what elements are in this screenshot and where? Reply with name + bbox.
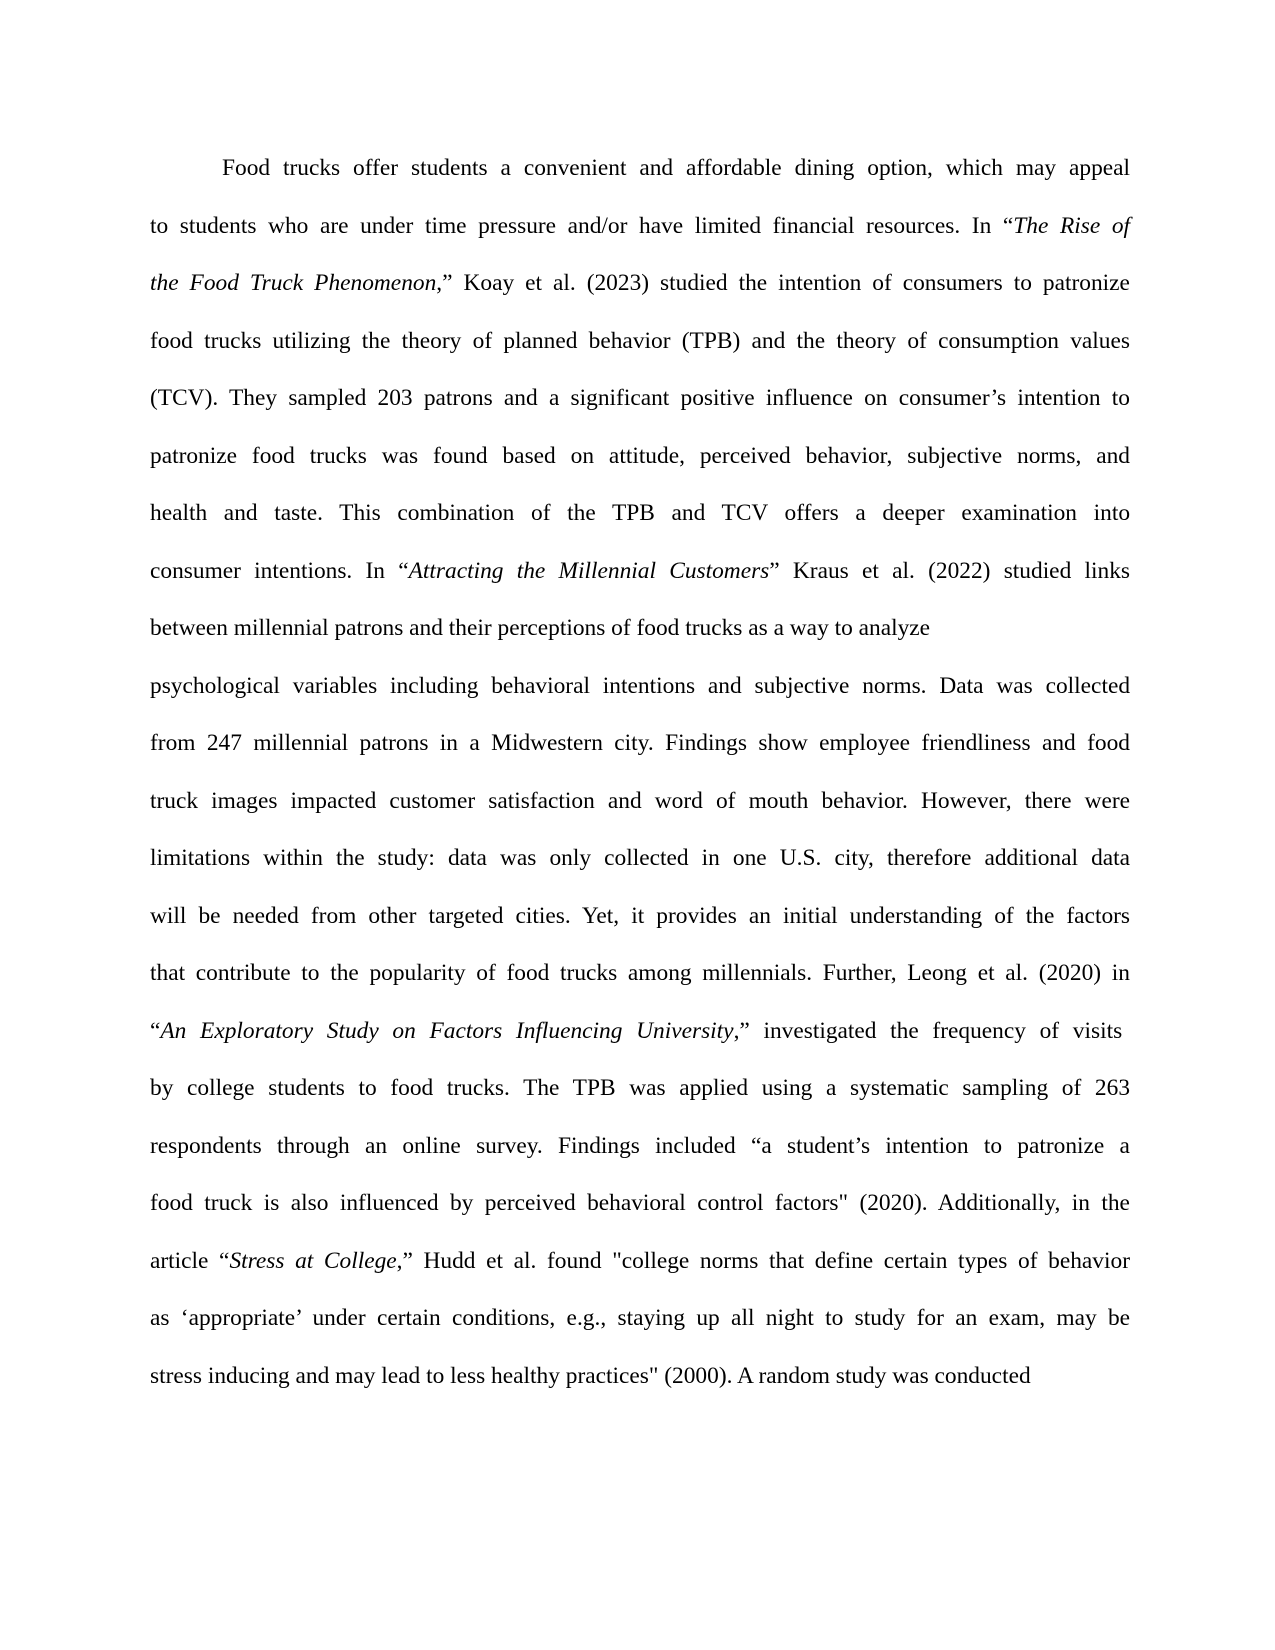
text-segment: stress inducing and may lead to less healthy practices" (2000). A random study was conducted	[150, 1362, 1031, 1389]
text-segment: food trucks utilizing the theory of planned behavior (TPB) and the theory of consumption values	[150, 327, 1130, 354]
text-line	[150, 773, 1130, 831]
text-line	[150, 1118, 1130, 1176]
text-segment: article “	[150, 1247, 230, 1274]
text-line	[150, 428, 1130, 486]
italic-title-text: The Rise of	[1013, 212, 1131, 239]
text-segment: Food trucks offer students a convenient and affordable dining option, which may appeal	[222, 155, 1131, 181]
text-line	[150, 198, 1130, 256]
text-segment: will be needed from other targeted cities. Yet, it provides an initial understanding of the factors	[150, 902, 1131, 929]
text-segment: ” Kraus et al. (2022) studied links	[769, 557, 1130, 584]
text-segment: ,” Hudd et al. found "college norms that define certain types of behavior	[396, 1247, 1130, 1274]
text-segment: between millennial patrons and their perceptions of food trucks as a way to analyze	[150, 615, 931, 641]
text-segment: (TCV). They sampled 203 patrons and a significant positive influence on consumer’s intention to	[150, 385, 1130, 411]
text-segment: that contribute to the popularity of food trucks among millennials. Further, Leong et al. (2020) in	[150, 960, 1130, 986]
text-segment: “	[150, 1017, 161, 1044]
text-segment: patronize food trucks was found based on attitude, perceived behavior, subjective norms, and	[150, 442, 1130, 469]
text-line	[150, 1060, 1130, 1118]
italic-title-text: An Exploratory Study on Factors Influencing University	[160, 1017, 734, 1044]
italic-title-text: Stress at College	[229, 1247, 397, 1274]
text-line	[150, 945, 1130, 1003]
text-line	[150, 658, 1130, 716]
text-line	[150, 255, 1130, 313]
text-line	[150, 1175, 1130, 1233]
text-line	[150, 600, 1130, 658]
text-line	[150, 1233, 1130, 1291]
text-segment: to students who are under time pressure and/or have limited financial resources. In “	[150, 212, 1014, 239]
text-line	[150, 485, 1130, 543]
text-line	[150, 1290, 1130, 1348]
italic-title-text: Attracting the Millennial Customers	[408, 557, 770, 584]
text-segment: ,” investigated the frequency of visits	[733, 1017, 1123, 1044]
text-line	[150, 715, 1130, 773]
text-line	[150, 1348, 1130, 1406]
text-line	[150, 140, 1130, 198]
italic-title-text: the Food Truck Phenomenon	[150, 270, 437, 296]
text-line	[150, 543, 1130, 601]
text-line	[150, 370, 1130, 428]
text-line	[150, 888, 1130, 946]
text-line	[150, 830, 1130, 888]
text-segment: from 247 millennial patrons in a Midwestern city. Findings show employee friendliness and food	[150, 730, 1130, 756]
text-segment: food truck is also influenced by perceived behavioral control factors" (2020). Additionally, in the	[150, 1190, 1130, 1216]
text-line	[150, 1003, 1130, 1061]
text-segment: as ‘appropriate’ under certain conditions, e.g., staying up all night to study for an exam, may be	[150, 1305, 1131, 1331]
text-segment: limitations within the study: data was only collected in one U.S. city, therefore additional data	[150, 845, 1131, 871]
text-segment: respondents through an online survey. Findings included “a student’s intention to patronize a	[150, 1132, 1130, 1159]
body-paragraph	[150, 140, 1130, 1405]
text-segment: psychological variables including behavioral intentions and subjective norms. Data was collected	[150, 672, 1131, 699]
text-segment: health and taste. This combination of the TPB and TCV offers a deeper examination into	[150, 500, 1131, 526]
text-line	[150, 313, 1130, 371]
text-segment: truck images impacted customer satisfaction and word of mouth behavior. However, there were	[150, 787, 1131, 814]
text-segment: consumer intentions. In “	[150, 557, 409, 584]
text-segment: by college students to food trucks. The TPB was applied using a systematic sampling of 263	[150, 1075, 1131, 1101]
text-segment: ,” Koay et al. (2023) studied the intention of consumers to patronize	[436, 270, 1130, 296]
